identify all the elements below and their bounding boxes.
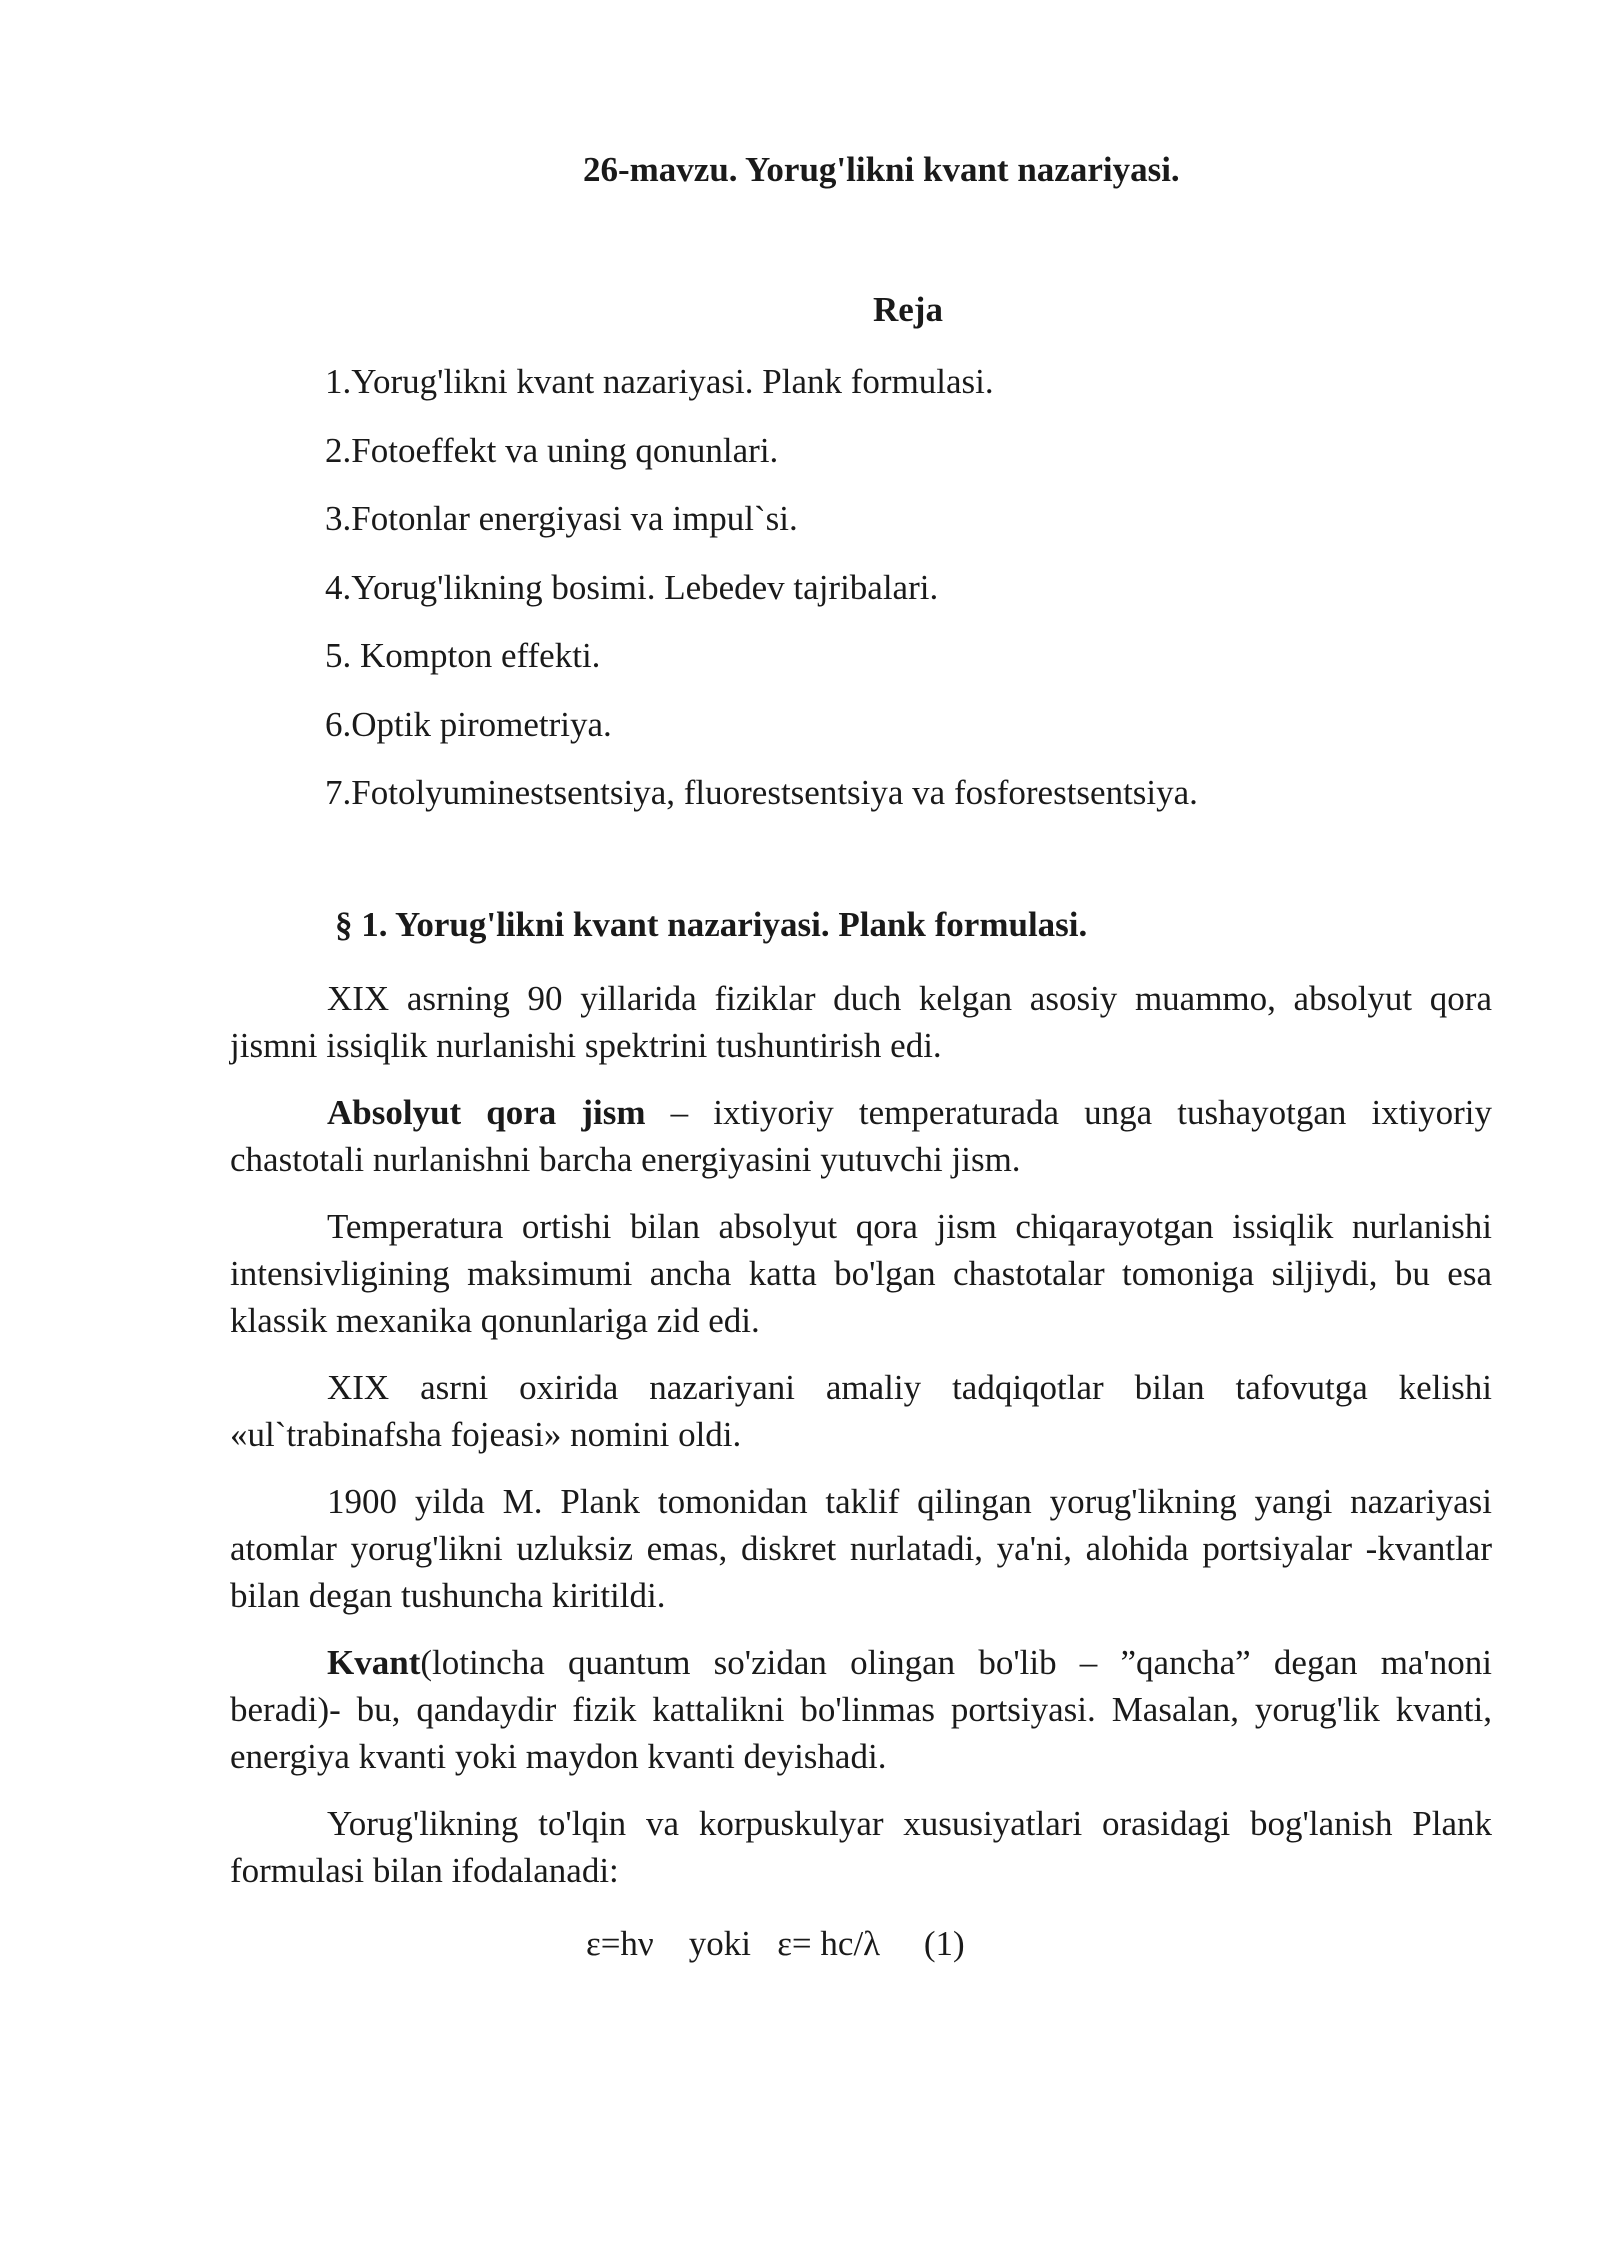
plan-list [325, 360, 1198, 840]
paragraph [230, 1478, 1492, 1619]
paragraph-text: 1900 yilda M. Plank tomonidan taklif qilingan yorug'likning yangi nazariyasi atomlar yorug'likni uzluksiz emas, diskret nurlatadi, ya'ni, alohida portsiyalar -kvantlar bilan degan tushuncha kiritildi. [230, 1482, 1492, 1615]
plan-item: 4.Yorug'likning bosimi. Lebedev tajribalari. [325, 567, 939, 607]
plan-item: 7.Fotolyuminestsentsiya, fluorestsentsiya va fosforestsentsiya. [325, 773, 1198, 812]
plan-item: 6.Optik pirometriya. [325, 704, 612, 744]
term-bold: Kvant [327, 1643, 421, 1682]
paragraph [230, 975, 1492, 1069]
plan-item: 2.Fotoeffekt va uning qonunlari. [325, 430, 779, 470]
paragraph [230, 1203, 1492, 1344]
paragraph [230, 1364, 1492, 1458]
plank-formula: ε=hν yoki ε= hc/λ (1) [586, 1924, 965, 1963]
plan-heading: Reja [873, 290, 943, 329]
paragraph-text: XIX asrning 90 yillarida fiziklar duch kelgan asosiy muammo, absolyut qora jismni issiqlik nurlanishi spektrini tushuntirish edi. [230, 979, 1492, 1065]
section-heading: § 1. Yorug'likni kvant nazariyasi. Plank formulasi. [335, 905, 1088, 944]
term-bold: Absolyut qora jism [327, 1093, 646, 1132]
paragraph [230, 1800, 1492, 1894]
paragraph-text: Yorug'likning to'lqin va korpuskulyar xususiyatlari orasidagi bog'lanish Plank formulasi bilan ifodalanadi: [230, 1804, 1492, 1890]
plan-item: 3.Fotonlar energiyasi va impul`si. [325, 499, 798, 538]
paragraph [230, 1089, 1492, 1183]
plan-item: 1.Yorug'likni kvant nazariyasi. Plank formulasi. [325, 362, 994, 401]
paragraph-text: Temperatura ortishi bilan absolyut qora jism chiqarayotgan issiqlik nurlanishi intensivligining maksimumi ancha katta bo'lgan chastotalar tomoniga siljiydi, bu esa klassik mexanika qonunlariga zid edi. [230, 1207, 1492, 1340]
document-title: 26-mavzu. Yorug'likni kvant nazariyasi. [583, 150, 1180, 189]
paragraph [230, 1639, 1492, 1780]
paragraph-text: XIX asrni oxirida nazariyani amaliy tadqiqotlar bilan tafovutga kelishi «ul`trabinafsha fojeasi» nomini oldi. [230, 1368, 1492, 1454]
paragraph-text: (lotincha quantum so'zidan olingan bo'lib – ”qancha” degan ma'noni beradi)- bu, qandaydir fizik kattalikni bo'linmas portsiyasi. Masalan, yorug'lik kvanti, energiya kvanti yoki maydon kvanti deyishadi. [230, 1643, 1492, 1776]
plan-item: 5. Kompton effekti. [325, 636, 601, 675]
body-text [230, 975, 1492, 1914]
paragraph-text: – ixtiyoriy temperaturada unga tushayotgan ixtiyoriy chastotali nurlanishni barcha energiyasini yutuvchi jism. [230, 1093, 1492, 1179]
